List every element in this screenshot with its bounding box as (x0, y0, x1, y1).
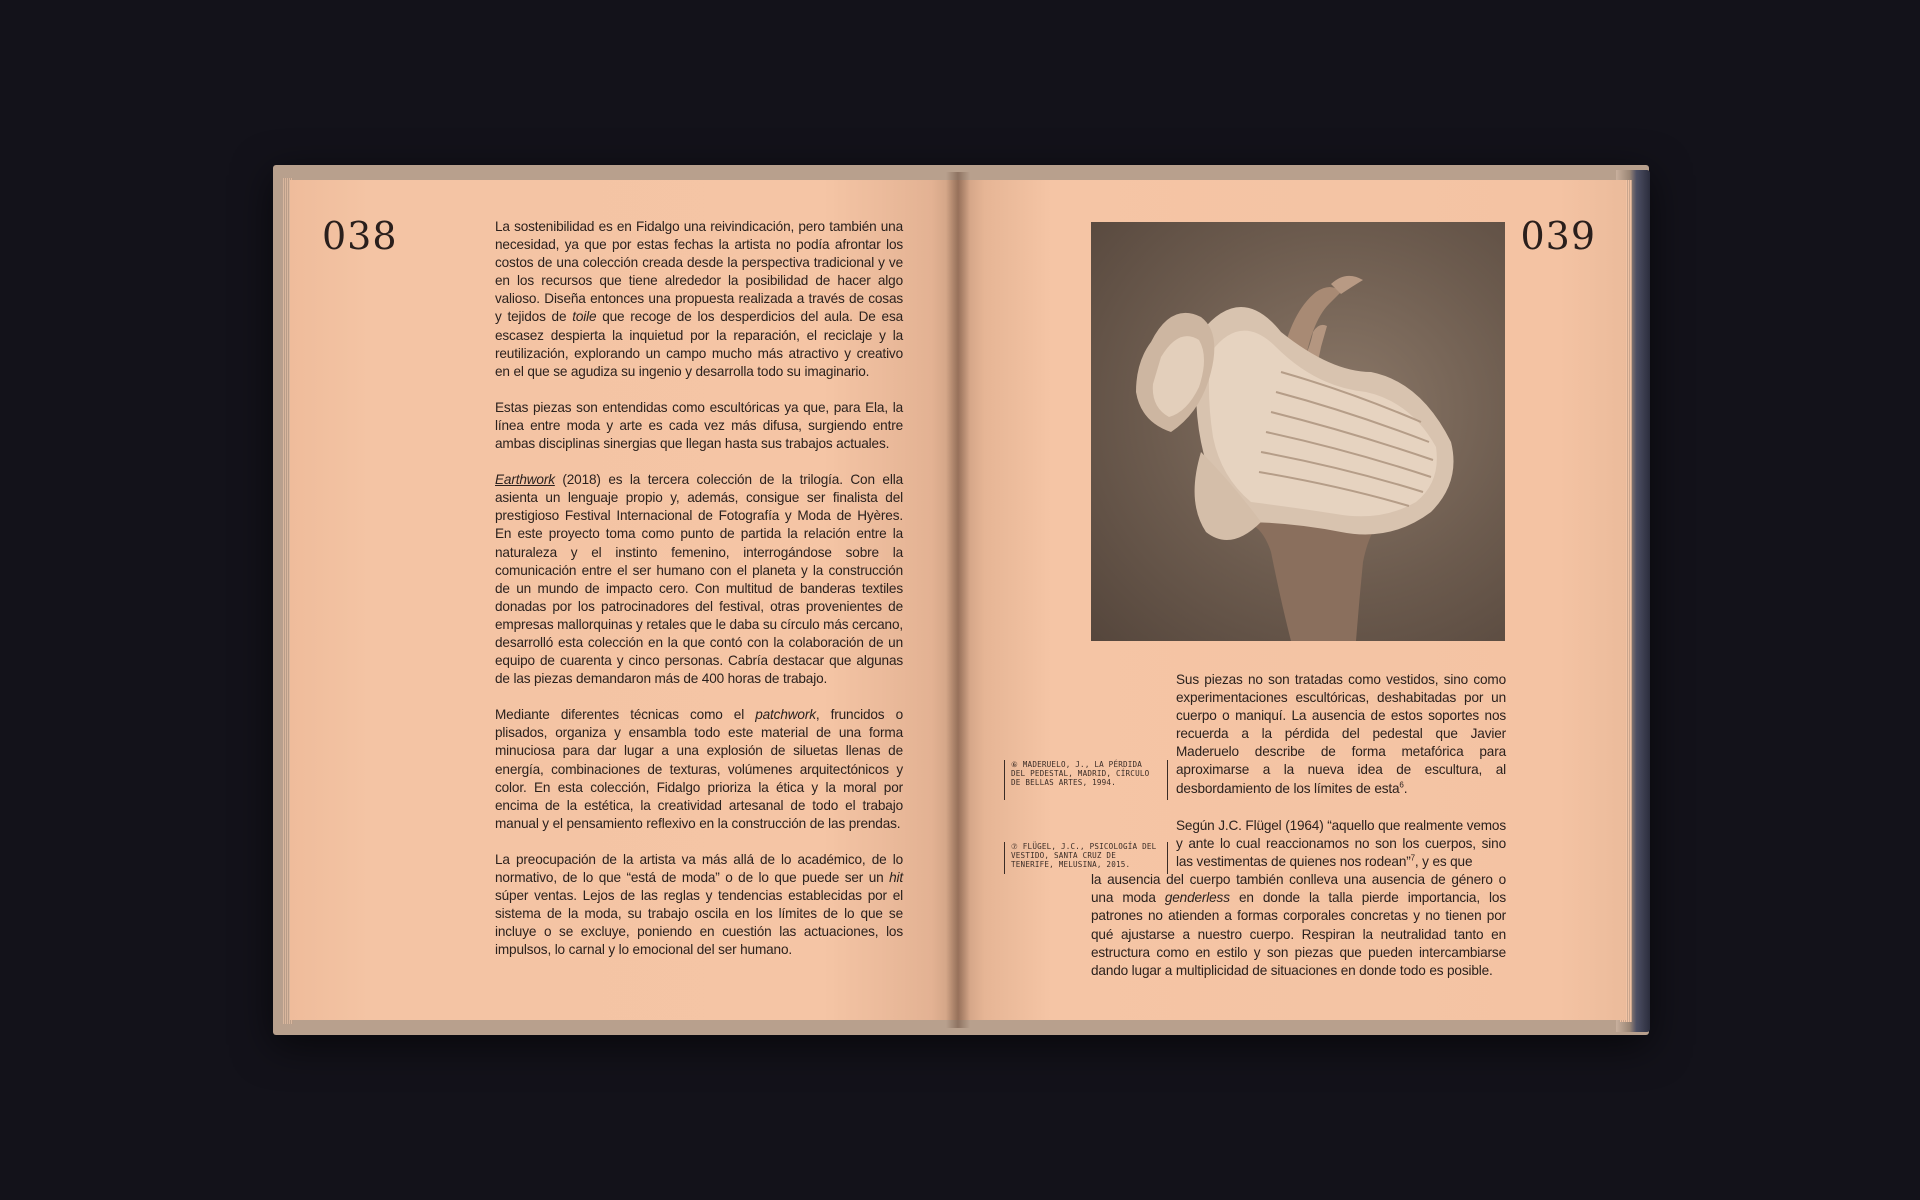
footnote-6: ⑥ MADERUELO, J., LA PÉRDIDA DEL PEDESTAL, MADRID, CÍRCULO DE BELLAS ARTES, 1994. (1004, 760, 1168, 800)
footnote-7: ⑦ FLÜGEL, J.C., PSICOLOGÍA DEL VESTIDO, SANTA CRUZ DE TENERIFE, MELUSINA, 2015. (1004, 842, 1168, 874)
page-number-left: 038 (322, 214, 398, 258)
left-page (290, 180, 958, 1020)
paragraph: La sostenibilidad es en Fidalgo una reivindicación, pero también una necesidad, ya que por estas fechas la artista no podía afrontar los costos de una colección creada desde la perspectiva tradicional y ve en los recursos que tiene alrededor la posibilidad de hacer algo valioso. Diseña entonces una propuesta realizada a través de cosas y tejidos de toile que recoge de los desperdicios del aula. De esa escasez despierta la inquietud por la reparación, el reciclaje y la reutilización, explorando un campo mucho más atractivo y creativo en el que se agudiza su ingenio y desarrolla todo su imaginario. (495, 219, 904, 379)
sculptural-garment-photo (1091, 222, 1505, 641)
paragraph: Estas piezas son entendidas como escultóricas ya que, para Ela, la línea entre moda y arte es cada vez más difusa, surgiendo entre ambas disciplinas sinergias que llegan hasta sus trabajos actuales. (495, 399, 903, 452)
book-gutter (946, 172, 970, 1028)
paragraph: La preocupación de la artista va más allá de lo académico, de lo normativo, de lo que “está de moda” o de lo que puede ser un hit súper ventas. Lejos de las reglas y tendencias establecidas por el sistema de la moda, su trabajo oscila en los límites de lo que se incluye o se excluye, poniendo en cuestión las actuaciones, los impulsos, lo carnal y lo emocional del ser humano. (495, 851, 903, 958)
right-text-block-1 (1176, 671, 1506, 816)
paragraph: Earthwork (2018) es la tercera colección de la trilogía. Con ella asienta un lenguaje propio y, además, consigue ser finalista del prestigioso Festival Internacional de Fotografía y Moda de Hyères. En este proyecto toma como punto de partida la relación entre la naturaleza y el instinto femenino, interrogándose sobre la comunicación entre el ser humano con el planeta y la construcción de un mundo de impacto cero. Con multitud de banderas textiles donadas por los patrocinadores del festival, otras provenientes de empresas mallorquinas y retales que le daba su círculo más cercano, desarrolló esta colección en la que contó con la colaboración de un equipo de cuarenta y cinco personas. Cabría destacar que algunas de las piezas demandaron más de 400 horas de trabajo. (495, 472, 903, 687)
paragraph: Según J.C. Flügel (1964) “aquello que realmente vemos y ante lo cual reaccionamos no son los cuerpos, sino las vestimentas de quienes nos rodean”$^7$, y es que la ausencia del cuerpo también conlleva una ausencia de género o una moda genderless en donde la talla pierde importancia, los patrones no atienden a formas corporales concretas y no tienen por qué ajustarse a nuestro cuerpo. Respiran la neutralidad tanto en estructura como en estilo y son piezas que pueden intercambiarse dando lugar a multiplicidad de situaciones en donde todo es posible. (1091, 818, 1506, 978)
paragraph: Mediante diferentes técnicas como el patchwork, fruncidos o plisados, organiza y ensambla todo este material de una forma minuciosa para dar lugar a una explosión de siluetas llenas de energía, combinaciones de texturas, volúmenes arquitectónicos y color. En esta colección, Fidalgo prioriza la ética y la moral por encima de la estética, la creatividad artesanal de todo el trabajo manual y el pensamiento reflexivo en la construcción de las prendas. (495, 707, 903, 831)
page-number-right: 039 (1520, 214, 1596, 258)
left-text-column (495, 218, 903, 977)
right-page (958, 180, 1626, 1020)
paragraph: Sus piezas no son tratadas como vestidos, sino como experimentaciones escultóricas, deshabitadas por un cuerpo o maniquí. La ausencia de estos soportes nos recuerda a la pérdida del pedestal que Javier Maderuelo describe de forma metafórica para aproximarse a la nueva idea de escultura, al desbordamiento de los límites de esta$^6$. (1176, 672, 1506, 796)
indented-opening: Según J.C. Flügel (1964) “aquello que realmente vemos y ante lo cual reaccionamos no son los cuerpos, sino las vestimentas de quienes nos rodean”$^7$, y es que (1176, 818, 1506, 870)
garment-illustration (1091, 222, 1505, 641)
earthwork-title: Earthwork (495, 472, 555, 488)
